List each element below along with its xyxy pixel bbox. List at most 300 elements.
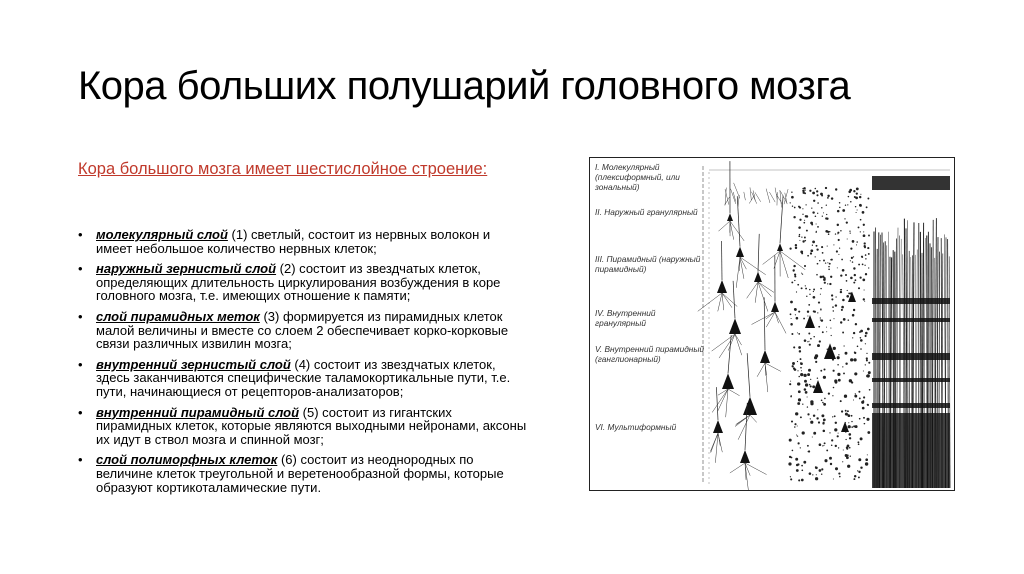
cell-body-dot <box>849 189 852 192</box>
cell-body-dot <box>820 276 823 279</box>
cell-body-dot <box>805 285 806 286</box>
cell-body-dot <box>819 340 821 342</box>
cell-body-dot <box>866 375 869 378</box>
cell-body-dot <box>792 206 793 207</box>
cell-body-dot <box>848 425 851 428</box>
cell-body-dot <box>825 262 826 263</box>
cell-body-dot <box>858 287 860 289</box>
cell-body-dot <box>831 197 833 199</box>
cell-body-dot <box>807 315 808 316</box>
cell-body-dot <box>838 433 839 434</box>
cell-body-dot <box>808 333 810 335</box>
apical-dendrite <box>733 281 735 319</box>
cell-body-dot <box>804 192 806 194</box>
basal-dendrite <box>728 389 740 396</box>
cell-body-dot <box>844 396 846 398</box>
cell-body-dot <box>816 223 817 224</box>
layer-term: молекулярный слой <box>96 227 228 242</box>
cell-body-dot <box>868 267 869 268</box>
cell-body-dot <box>790 313 792 315</box>
cell-body-dot <box>866 357 868 359</box>
layer-description: (1) светлый, состоит из нервных волокон и имеет небольшое количество нервных клеток; <box>96 227 491 256</box>
cell-body-dot <box>833 387 835 389</box>
cell-body-dot <box>802 404 803 405</box>
cell-body-dot <box>855 425 858 428</box>
cell-body-dot <box>862 211 865 214</box>
cell-body-dot <box>850 232 851 233</box>
cell-body-dot <box>867 328 870 331</box>
cell-body-dot <box>851 421 852 422</box>
pyramidal-neuron <box>743 397 757 415</box>
nissl-stain-panel <box>788 187 870 482</box>
basal-dendrite <box>766 312 775 319</box>
cell-body-dot <box>850 201 852 203</box>
cell-body-dot <box>845 362 847 364</box>
cell-body-dot <box>845 439 846 440</box>
cell-body-dot <box>833 347 836 350</box>
cell-body-dot <box>843 372 845 374</box>
layer-description: (6) состоит из неоднородных по величине клеток треугольной и веретенообразной формы, которые образуют кортикоталамические пути. <box>96 452 504 495</box>
cell-body-dot <box>802 240 804 242</box>
basal-dendrite <box>719 334 735 358</box>
cell-body-dot <box>842 366 843 367</box>
bullet: • <box>78 404 83 420</box>
cell-body-dot <box>837 267 838 268</box>
cell-body-dot <box>823 422 825 424</box>
cell-body-dot <box>864 289 865 290</box>
cell-body-dot <box>793 346 795 348</box>
myelin-stain-panel <box>872 176 950 488</box>
cell-body-dot <box>865 462 868 465</box>
cell-body-dot <box>805 391 808 394</box>
cell-body-dot <box>815 354 818 357</box>
cell-body-dot <box>837 224 839 226</box>
cell-body-dot <box>851 415 853 417</box>
cell-body-dot <box>812 474 813 475</box>
cell-body-dot <box>801 479 804 482</box>
cell-body-dot <box>856 192 858 194</box>
cell-body-dot <box>812 436 813 437</box>
cell-body-dot <box>823 376 826 379</box>
cell-body-dot <box>835 467 838 470</box>
cell-body-dot <box>808 304 810 306</box>
cell-body-dot <box>834 415 836 417</box>
cell-body-dot <box>868 253 870 255</box>
cell-body-dot <box>807 341 808 342</box>
cell-body-dot <box>856 241 858 243</box>
cell-body-dot <box>812 245 813 246</box>
cell-body-dot <box>856 188 859 191</box>
cell-body-dot <box>793 269 795 271</box>
stripe-of-baillarger <box>872 298 950 304</box>
basal-dendrite <box>735 415 750 427</box>
cell-body-dot <box>823 212 824 213</box>
pyramidal-neuron <box>722 373 734 389</box>
cell-body-dot <box>789 247 791 249</box>
cell-body-dot <box>820 288 821 289</box>
cell-body-dot <box>855 393 856 394</box>
figure-label-layer-6: VI. Мультиформный <box>595 422 677 432</box>
basal-dendrite <box>736 257 740 288</box>
list-item <box>78 262 528 303</box>
cell-body-dot <box>792 450 794 452</box>
cell-body-dot <box>859 196 861 198</box>
cell-body-dot <box>826 331 827 332</box>
cell-body-dot <box>838 354 839 355</box>
cell-body-dot <box>838 379 841 382</box>
apical-dendrite <box>764 297 765 350</box>
cell-body-dot <box>790 323 793 326</box>
cell-body-dot <box>798 390 801 393</box>
basal-dendrite <box>745 463 767 475</box>
dendrite-tuft <box>769 192 775 202</box>
cell-body-dot <box>864 265 865 266</box>
cell-body-dot <box>833 370 835 372</box>
cell-body-dot <box>825 187 827 189</box>
pyramidal-neuron <box>771 302 779 312</box>
cell-body-dot <box>816 417 818 419</box>
cell-body-dot <box>827 197 829 199</box>
cell-body-dot <box>842 269 845 272</box>
cell-body-dot <box>800 373 803 376</box>
layer-term: слой пирамидных меток <box>96 308 260 324</box>
cell-body-dot <box>813 291 814 292</box>
cell-body-dot <box>797 463 799 465</box>
cell-body-dot <box>813 336 814 337</box>
apical-dendrite <box>716 387 718 420</box>
cell-body-dot <box>806 230 808 232</box>
cell-body-dot <box>850 248 852 250</box>
cell-body-dot <box>845 352 848 355</box>
cell-body-dot <box>866 206 868 208</box>
pyramidal-neuron <box>729 318 741 334</box>
basal-dendrite <box>735 334 742 355</box>
cell-body-dot <box>841 259 843 261</box>
cell-body-dot <box>848 319 850 321</box>
cell-body-dot <box>815 466 817 468</box>
cell-body-dot <box>839 202 841 204</box>
cell-body-dot <box>866 353 867 354</box>
list-item <box>78 228 528 255</box>
cell-body-dot <box>823 368 825 370</box>
cell-body-dot <box>803 222 805 224</box>
cell-body-dot <box>805 288 807 290</box>
cell-body-dot <box>853 309 855 311</box>
cell-body-dot <box>864 242 866 244</box>
cell-body-dot <box>853 282 855 284</box>
layer-term: слой полиморфных клеток <box>96 452 278 468</box>
cell-body-dot <box>860 277 862 279</box>
cell-body-dot <box>832 306 834 308</box>
cell-body-dot <box>869 389 871 391</box>
cell-body-dot <box>796 469 799 472</box>
cell-body-dot <box>868 371 871 374</box>
cell-body-dot <box>815 256 816 257</box>
cell-body-dot <box>854 196 856 198</box>
cell-body-dot <box>802 273 803 274</box>
cell-body-dot <box>840 291 842 293</box>
cell-body-dot <box>851 381 853 383</box>
dendrite-tuft <box>766 189 770 203</box>
cell-body-dot <box>788 462 791 465</box>
basal-dendrite <box>758 282 768 311</box>
cell-body-dot <box>852 261 853 262</box>
stripe-of-baillarger <box>872 378 950 382</box>
cell-body-dot <box>855 206 856 207</box>
cell-body-dot <box>867 454 868 455</box>
cell-body-dot <box>831 298 833 300</box>
list-item <box>78 453 528 494</box>
cell-body-dot <box>839 476 841 478</box>
layer-description: (4) состоит из звездчатых клеток, здесь заканчиваются специфические таламокортикальные пути, т.е. пути, начинающиеся от рецепторов-анализаторов; <box>96 356 511 399</box>
cell-body-dot <box>800 367 802 369</box>
cell-body-dot <box>801 370 802 371</box>
cell-body-dot <box>811 207 812 208</box>
cell-body-dot <box>832 416 833 417</box>
cell-body-dot <box>832 395 833 396</box>
cell-body-dot <box>854 358 857 361</box>
cell-body-dot <box>789 439 792 442</box>
cell-body-dot <box>856 212 857 213</box>
cell-body-dot <box>797 425 798 426</box>
cell-body-dot <box>850 260 851 261</box>
cell-body-dot <box>794 207 796 209</box>
cell-body-dot <box>794 274 796 276</box>
cell-body-dot <box>795 412 798 415</box>
cell-body-dot <box>797 435 798 436</box>
cell-body-dot <box>849 447 851 449</box>
cell-body-dot <box>854 352 855 353</box>
cell-body-dot <box>815 231 816 232</box>
dendrite-tuft <box>731 189 736 204</box>
cell-body-dot <box>835 304 837 306</box>
cell-body-dot <box>811 224 813 226</box>
cell-body-dot <box>846 448 848 450</box>
basal-dendrite <box>765 363 781 371</box>
cell-body-dot <box>817 378 818 379</box>
cell-body-dot <box>852 337 853 338</box>
apical-dendrite <box>758 234 759 272</box>
cell-body-dot <box>807 445 809 447</box>
cell-body-dot <box>813 414 815 416</box>
cell-body-dot <box>804 388 807 391</box>
cell-body-dot <box>828 266 830 268</box>
figure-label-layer-1: I. Молекулярный (плексиформный, или зональный) <box>595 162 680 192</box>
cell-body-dot <box>854 279 856 281</box>
cell-body-dot <box>833 310 834 311</box>
cell-body-dot <box>795 314 796 315</box>
cell-body-dot <box>809 384 811 386</box>
cell-body-dot <box>790 478 792 480</box>
cell-body-dot <box>828 233 830 235</box>
cell-body-dot <box>859 204 862 207</box>
cell-body-dot <box>861 256 863 258</box>
cell-body-dot <box>810 418 811 419</box>
cell-body-dot <box>791 196 794 199</box>
cell-body-dot <box>809 472 812 475</box>
cell-body-dot <box>821 195 823 197</box>
cell-body-dot <box>822 445 823 446</box>
cell-body-dot <box>846 280 848 282</box>
cell-body-dot <box>860 339 863 342</box>
cell-body-dot <box>853 256 854 257</box>
cell-body-dot <box>809 289 810 290</box>
molecular-band <box>872 176 950 190</box>
dendrite-tuft <box>744 192 746 200</box>
cell-body-dot <box>864 423 866 425</box>
cell-body-dot <box>813 289 815 291</box>
cell-body-dot <box>848 196 849 197</box>
cell-body-dot <box>802 208 803 209</box>
cell-body-dot <box>810 379 811 380</box>
cell-body-dot <box>823 430 826 433</box>
cell-body-dot <box>831 335 832 336</box>
cell-body-dot <box>850 358 853 361</box>
cell-body-dot <box>863 396 865 398</box>
layer-description: (2) состоит из звездчатых клеток, определяющих длительность циркулирования возбуждения в коре головного мозга, т.е. имеющих отношение к памяти; <box>96 261 501 304</box>
cell-body-dot <box>789 456 791 458</box>
cell-body-dot <box>865 254 867 256</box>
cell-body-dot <box>820 308 821 309</box>
cell-body-dot <box>854 475 856 477</box>
cell-body-dot <box>805 383 808 386</box>
cell-body-dot <box>825 230 828 233</box>
cell-body-dot <box>816 248 818 250</box>
cell-body-dot <box>865 364 866 365</box>
cell-body-dot <box>857 346 859 348</box>
pyramidal-neuron <box>717 280 727 293</box>
cell-body-dot <box>824 282 826 284</box>
cell-body-dot <box>836 250 838 252</box>
cell-body-dot <box>807 406 808 407</box>
cell-body-dot <box>847 204 848 205</box>
cell-body-dot <box>865 332 868 335</box>
cell-body-dot <box>858 458 861 461</box>
cell-body-dot <box>829 263 831 265</box>
cell-body-dot <box>860 348 862 350</box>
cell-body-dot <box>843 449 844 450</box>
cell-body-dot <box>807 255 809 257</box>
cell-body-dot <box>830 328 831 329</box>
bullet: • <box>78 261 83 277</box>
basal-dendrite <box>740 257 766 275</box>
cell-body-dot <box>868 362 870 364</box>
bullet: • <box>78 227 83 242</box>
cell-body-dot <box>816 194 818 196</box>
cell-body-dot <box>802 214 803 215</box>
cell-body-dot <box>829 457 832 460</box>
basal-dendrite <box>775 312 786 333</box>
cell-body-dot <box>865 343 866 344</box>
cell-body-dot <box>848 433 851 436</box>
cell-body-dot <box>791 420 793 422</box>
pyramidal-neuron <box>760 350 770 363</box>
cell-body-dot <box>823 260 825 262</box>
cell-body-dot <box>792 365 794 367</box>
stripe-of-baillarger <box>872 403 950 408</box>
cell-body-dot <box>820 370 822 372</box>
cell-body-dot <box>795 458 798 461</box>
figure-label-layer-3: III. Пирамидный (наружный пирамидный) <box>595 254 701 274</box>
cell-body-dot <box>850 277 853 280</box>
cell-body-dot <box>800 358 802 360</box>
basal-dendrite <box>780 251 788 278</box>
cell-body-dot <box>822 252 824 254</box>
cell-body-dot <box>838 447 839 448</box>
cell-body-dot <box>827 262 828 263</box>
cell-body-dot <box>821 246 823 248</box>
cell-body-dot <box>822 402 824 404</box>
cell-body-dot <box>846 221 848 223</box>
cell-body-dot <box>868 235 870 237</box>
cell-body-dot <box>799 234 800 235</box>
cell-body-dot <box>803 318 805 320</box>
cell-body-dot <box>810 385 812 387</box>
cell-body-dot <box>851 257 853 259</box>
layer-term: наружный зернистый слой <box>96 261 277 277</box>
cell-body-dot <box>837 232 839 234</box>
cell-body-dot <box>826 205 827 206</box>
cell-body-dot <box>808 450 810 452</box>
cell-body-dot <box>863 231 864 232</box>
cell-body-dot <box>861 401 864 404</box>
cell-body-dot <box>840 400 842 402</box>
stripe-of-baillarger <box>872 353 950 360</box>
cell-body-dot <box>853 190 855 192</box>
cell-body-dot <box>809 190 811 192</box>
cell-body-dot <box>795 247 797 249</box>
cell-body-dot <box>815 216 817 218</box>
cell-body-dot <box>818 302 820 304</box>
cell-body-dot <box>831 439 833 441</box>
cell-body-dot <box>831 294 833 296</box>
cell-body-dot <box>857 441 859 443</box>
cell-body-dot <box>797 361 798 362</box>
cell-body-dot <box>852 314 855 317</box>
cell-body-dot <box>802 431 805 434</box>
cell-body-dot <box>790 301 793 304</box>
cell-body-dot <box>858 264 860 266</box>
cell-body-dot <box>791 395 792 396</box>
cell-body-dot <box>795 244 797 246</box>
cell-body-dot <box>843 345 844 346</box>
cell-body-dot <box>791 192 792 193</box>
cell-body-dot <box>801 465 803 467</box>
cell-body-dot <box>829 283 831 285</box>
figure-label-layer-4: IV. Внутренний гранулярный <box>595 308 656 328</box>
bullet: • <box>78 308 83 324</box>
cell-body-dot <box>845 410 847 412</box>
dendrite-tuft <box>750 187 751 200</box>
cell-body-dot <box>854 274 856 276</box>
basal-dendrite <box>715 433 718 463</box>
cell-body-dot <box>840 289 842 291</box>
stripe-of-baillarger <box>872 318 950 322</box>
cell-body-dot <box>821 473 822 474</box>
cell-body-dot <box>859 397 861 399</box>
cell-body-dot <box>817 344 820 347</box>
cell-body-dot <box>837 356 840 359</box>
cell-body-dot <box>804 237 806 239</box>
cell-body-dot <box>842 461 843 462</box>
cell-body-dot <box>794 308 797 311</box>
cell-body-dot <box>817 263 819 265</box>
basal-dendrite <box>763 251 780 264</box>
cell-body-dot <box>853 267 855 269</box>
cell-body-dot <box>824 459 827 462</box>
cell-body-dot <box>826 218 828 220</box>
cell-body-dot <box>823 419 826 422</box>
